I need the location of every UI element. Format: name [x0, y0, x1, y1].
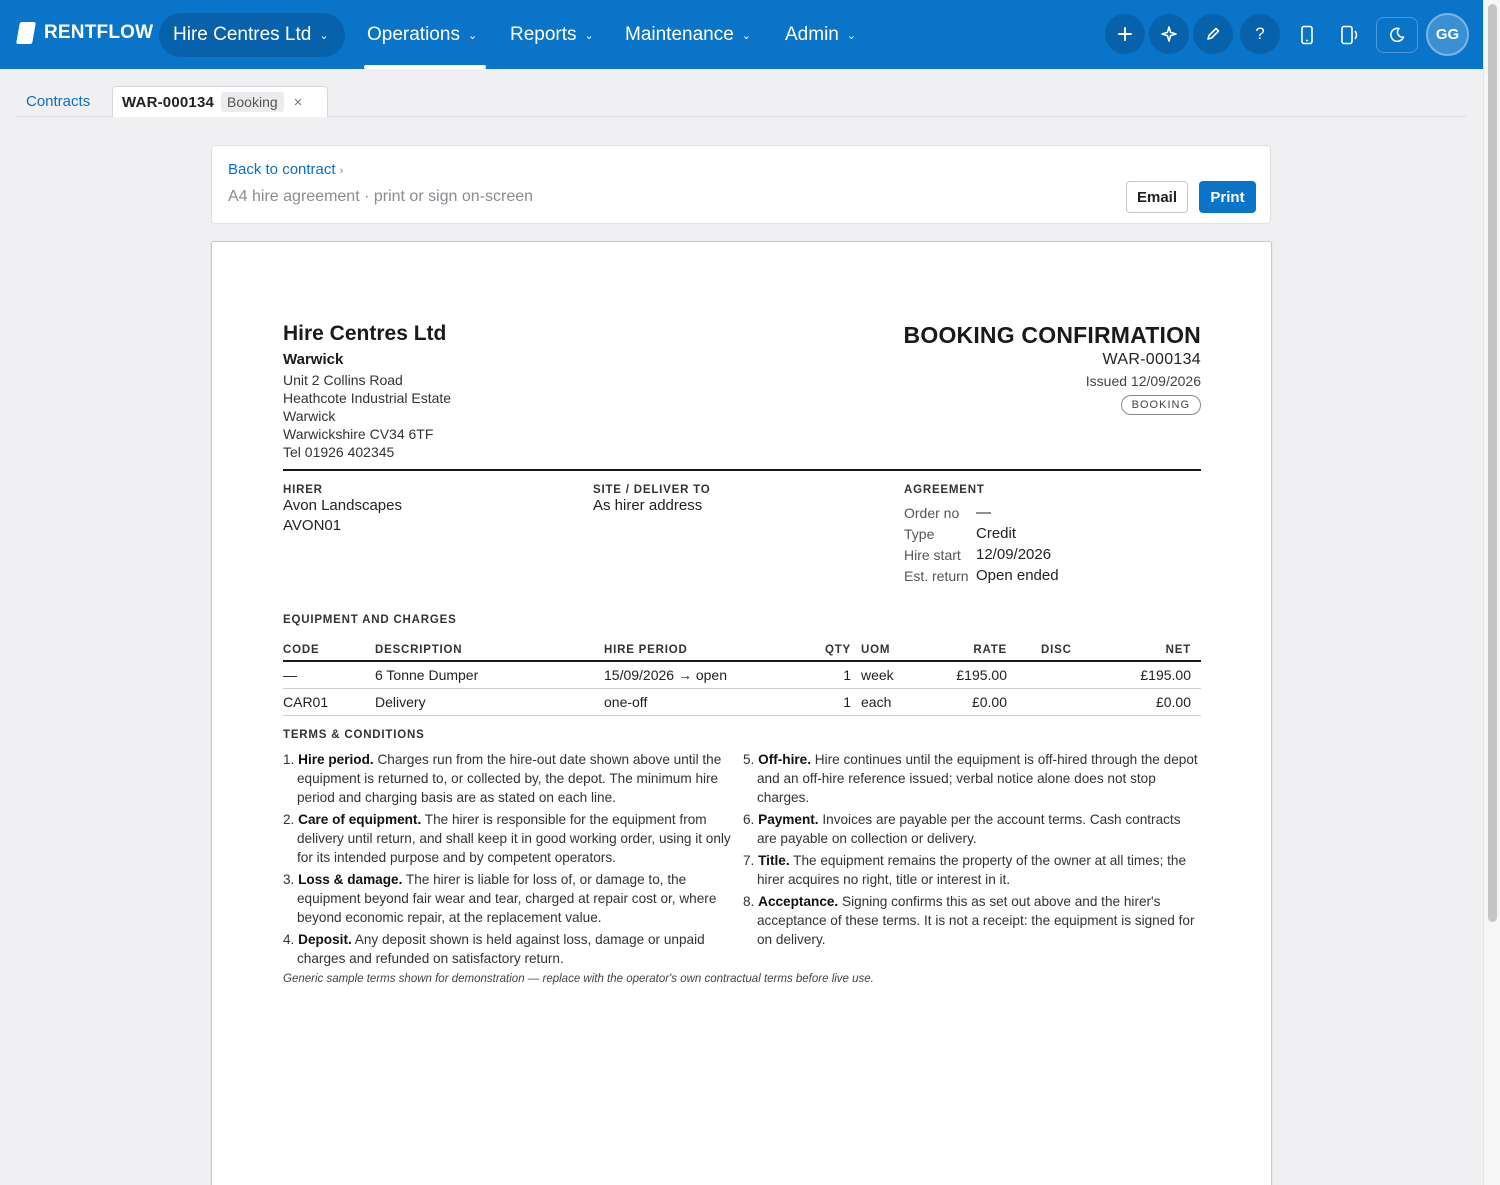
- term-number: 1.: [283, 752, 295, 767]
- active-nav-indicator: [364, 65, 486, 69]
- nav-maintenance-label: Maintenance: [625, 24, 734, 45]
- agreement-row: [904, 523, 1059, 544]
- term-title: Payment.: [758, 812, 819, 827]
- cell-qty: 1: [804, 688, 861, 715]
- term-text: The hirer is liable for loss of, or damage to, the equipment beyond fair wear and tear, charged at repair cost or, where beyond economic repair, at the replacement value.: [297, 872, 717, 925]
- agreement-table: [904, 502, 1059, 586]
- cell-description: 6 Tonne Dumper: [375, 661, 604, 688]
- section-label: TERMS & CONDITIONS: [283, 729, 425, 741]
- agreement-row: [904, 565, 1059, 586]
- cell-code: CAR01: [283, 688, 375, 715]
- a4-document: [211, 241, 1272, 1185]
- term-number: 7.: [743, 853, 755, 868]
- section-label: SITE / DELIVER TO: [593, 484, 711, 496]
- agreement-section: [904, 484, 1059, 586]
- address-line: Warwickshire CV34 6TF: [283, 426, 434, 442]
- cell-net: £195.00: [1097, 661, 1201, 688]
- term-item: [743, 810, 1198, 848]
- nav-operations[interactable]: [367, 24, 477, 46]
- terms-list-left: [283, 750, 738, 971]
- cell-rate: £0.00: [925, 688, 1007, 715]
- column-header: NET: [1097, 639, 1201, 661]
- nav-reports[interactable]: [510, 24, 594, 46]
- column-header: CODE: [283, 639, 375, 661]
- term-number: 3.: [283, 872, 295, 887]
- chevron-down-icon: ⌄: [846, 29, 857, 42]
- page-subtitle: A4 hire agreement · print or sign on-screen: [228, 188, 534, 205]
- mobile-view-button[interactable]: [1294, 22, 1320, 48]
- cell-qty: 1: [804, 661, 861, 688]
- org-switcher[interactable]: [159, 13, 345, 57]
- email-button[interactable]: Email: [1126, 181, 1188, 213]
- term-item: [283, 810, 738, 867]
- print-button[interactable]: Print: [1199, 181, 1256, 213]
- company-address: [283, 371, 451, 461]
- pen-icon: [1205, 26, 1221, 42]
- column-header: DESCRIPTION: [375, 639, 604, 661]
- cell-period: 15/09/2026 → open: [604, 661, 804, 688]
- brand-name: RENTFLOW: [44, 22, 154, 43]
- term-item: [743, 892, 1198, 949]
- term-item: [743, 750, 1198, 807]
- term-number: 4.: [283, 932, 295, 947]
- cell-description: Delivery: [375, 688, 604, 715]
- term-text: Hire continues until the equipment is off-hired through the depot and an off-hire reference issued; verbal notice alone does not stop charges.: [757, 752, 1198, 805]
- help-button[interactable]: [1240, 14, 1280, 54]
- chevron-down-icon: ⌄: [467, 29, 478, 42]
- chevron-down-icon: ⌄: [319, 29, 329, 42]
- device-rotate-icon: [1340, 25, 1360, 45]
- term-title: Acceptance.: [758, 894, 839, 909]
- assistant-button[interactable]: [1149, 14, 1189, 54]
- site-address: As hirer address: [593, 497, 703, 514]
- term-number: 6.: [743, 812, 755, 827]
- back-link-label: Back to contract: [228, 161, 336, 178]
- branch-name: Warwick: [283, 351, 344, 368]
- back-to-contract-link[interactable]: [228, 161, 343, 178]
- tab-title: WAR-000134: [122, 93, 215, 111]
- tab-war-000134[interactable]: [112, 86, 328, 117]
- status-badge: BOOKING: [1121, 395, 1201, 415]
- column-header: DISC: [1007, 639, 1097, 661]
- term-title: Hire period.: [298, 752, 374, 767]
- term-text: Charges run from the hire-out date shown above until the equipment is returned to, or collected by, the depot. The minimum hire period and charging basis are as stated on each line.: [297, 752, 722, 805]
- agreement-key: Order no: [904, 504, 960, 521]
- hirer-section: [283, 484, 402, 536]
- divider: [283, 469, 1201, 471]
- term-item: [283, 870, 738, 927]
- term-title: Deposit.: [298, 932, 352, 947]
- document-tabs: [16, 86, 1466, 117]
- scrollbar-thumb[interactable]: [1488, 4, 1497, 922]
- chevron-down-icon: ⌄: [741, 29, 752, 42]
- section-label: AGREEMENT: [904, 484, 985, 496]
- cell-disc: [1007, 661, 1097, 688]
- term-number: 8.: [743, 894, 755, 909]
- nav-maintenance[interactable]: [625, 24, 751, 46]
- brand-mark-icon: [16, 22, 36, 44]
- moon-icon: [1388, 26, 1406, 44]
- agreement-row: [904, 502, 1059, 523]
- phone-icon: [1300, 25, 1314, 45]
- column-header: HIRE PERIOD: [604, 639, 804, 661]
- company-name: Hire Centres Ltd: [283, 322, 447, 345]
- term-title: Loss & damage.: [298, 872, 403, 887]
- site-section: [593, 484, 711, 516]
- section-label: EQUIPMENT AND CHARGES: [283, 614, 457, 626]
- edit-button[interactable]: [1193, 14, 1233, 54]
- document-number: WAR-000134: [1102, 351, 1201, 368]
- brand-logo[interactable]: [18, 22, 153, 44]
- user-avatar[interactable]: GG: [1426, 13, 1469, 56]
- status-badge: Booking: [221, 92, 284, 112]
- term-item: [283, 750, 738, 807]
- add-button[interactable]: [1105, 14, 1145, 54]
- print-header-card: [211, 145, 1271, 224]
- nav-operations-label: Operations: [367, 24, 460, 45]
- issued-date: Issued 12/09/2026: [1085, 373, 1201, 389]
- rotate-device-button[interactable]: [1337, 22, 1363, 48]
- help-icon: ?: [1255, 24, 1265, 43]
- cell-rate: £195.00: [925, 661, 1007, 688]
- address-line: Warwick: [283, 408, 336, 424]
- term-number: 2.: [283, 812, 295, 827]
- cell-disc: [1007, 688, 1097, 715]
- term-text: The hirer is responsible for the equipment from delivery until return, and shall keep it in good working order, using it only for its intended purpose and by competent operators.: [297, 812, 731, 865]
- hirer-name: Avon Landscapes: [283, 497, 402, 514]
- chevron-down-icon: ⌄: [584, 29, 594, 42]
- sparkle-icon: [1161, 26, 1177, 42]
- address-line: Heathcote Industrial Estate: [283, 390, 452, 406]
- address-line: Tel 01926 402345: [283, 444, 395, 460]
- table-row: [283, 688, 1201, 715]
- chevron-right-icon: ›: [339, 165, 344, 177]
- term-title: Care of equipment.: [298, 812, 422, 827]
- table-header-row: [283, 639, 1201, 661]
- term-item: [743, 851, 1198, 889]
- term-number: 5.: [743, 752, 755, 767]
- cell-uom: each: [861, 688, 925, 715]
- document-title: BOOKING CONFIRMATION: [903, 322, 1201, 348]
- address-line: Unit 2 Collins Road: [283, 372, 403, 388]
- cell-net: £0.00: [1097, 688, 1201, 715]
- tab-contracts[interactable]: Contracts: [26, 93, 91, 110]
- column-header: RATE: [925, 639, 1007, 661]
- top-navigation-bar: [0, 0, 1483, 69]
- cell-uom: week: [861, 661, 925, 688]
- term-text: Invoices are payable per the account terms. Cash contracts are payable on collection or delivery.: [757, 812, 1181, 846]
- agreement-key: Est. return: [904, 567, 969, 584]
- column-header: UOM: [861, 639, 925, 661]
- cell-period: one-off: [604, 688, 804, 715]
- term-text: Signing confirms this as set out above and the hirer's acceptance of these terms. It is not a receipt: the equipment is signed for on delivery.: [757, 894, 1195, 947]
- nav-admin[interactable]: [785, 24, 856, 46]
- agreement-key: Type: [904, 525, 935, 542]
- agreement-value: Open ended: [976, 567, 1059, 584]
- equipment-table: [283, 639, 1201, 716]
- term-item: [283, 930, 738, 968]
- agreement-key: Hire start: [904, 546, 961, 563]
- close-icon[interactable]: ×: [293, 93, 303, 111]
- term-title: Off-hire.: [758, 752, 811, 767]
- term-text: Any deposit shown is held against loss, damage or unpaid charges and refunded on satisfactory return.: [297, 932, 705, 966]
- nav-admin-label: Admin: [785, 24, 839, 45]
- terms-disclaimer: Generic sample terms shown for demonstration — replace with the operator's own contractual terms before live use.: [283, 973, 874, 985]
- theme-toggle[interactable]: [1376, 17, 1418, 53]
- plus-icon: [1117, 26, 1133, 42]
- agreement-row: [904, 544, 1059, 565]
- hirer-code: AVON01: [283, 517, 342, 534]
- column-header: QTY: [804, 639, 861, 661]
- table-row: [283, 661, 1201, 688]
- cell-code: —: [283, 661, 375, 688]
- agreement-value: Credit: [976, 525, 1017, 542]
- agreement-value: 12/09/2026: [976, 546, 1052, 563]
- section-label: HIRER: [283, 484, 323, 496]
- term-title: Title.: [758, 853, 790, 868]
- terms-list-right: [743, 750, 1198, 952]
- agreement-value: —: [976, 504, 991, 521]
- org-name: Hire Centres Ltd: [173, 24, 312, 45]
- nav-reports-label: Reports: [510, 24, 577, 45]
- term-text: The equipment remains the property of the owner at all times; the hirer acquires no right, title or interest in it.: [757, 853, 1187, 887]
